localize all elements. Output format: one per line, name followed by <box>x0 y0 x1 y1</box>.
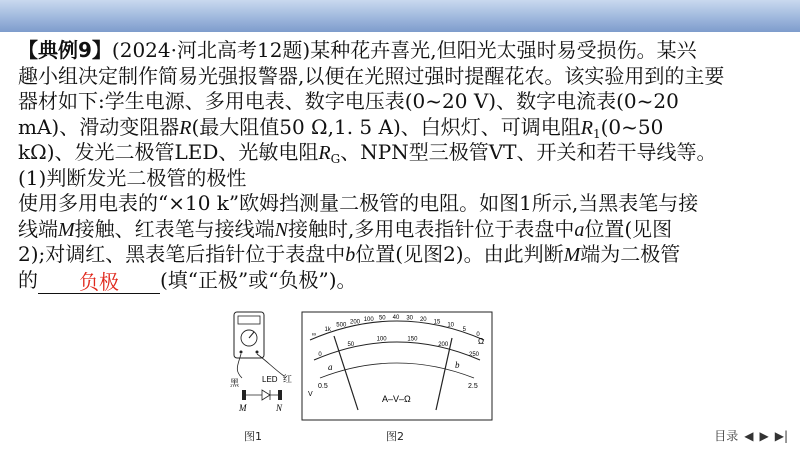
figure-1-multimeter <box>228 310 298 420</box>
example-tag: 【典例9】 <box>18 38 112 62</box>
pointer-b <box>436 338 452 410</box>
part1-title: (1)判断发光二极管的极性 <box>18 165 247 190</box>
tick-label: 150 <box>407 336 418 343</box>
marker-a: a <box>328 362 333 372</box>
right-small-label: 2.5 <box>468 383 478 390</box>
label-black: 黑 <box>230 379 240 389</box>
figures <box>228 310 788 443</box>
dial-pointer <box>249 332 254 338</box>
text-segment: (填“正极”或“负极”)。 <box>160 267 357 292</box>
text-segment: (最大阻值50 Ω,1. 5 A)、白炽灯、可调电阻 <box>191 114 581 139</box>
answer-blank[interactable] <box>38 271 160 294</box>
tick-label: 100 <box>376 336 387 343</box>
variable-b: b <box>345 244 356 266</box>
problem-text <box>18 38 798 293</box>
tick-label: 5 <box>462 326 466 333</box>
problem-line-5 <box>18 140 798 166</box>
multimeter-body <box>234 312 264 358</box>
v-label: V <box>308 391 313 398</box>
terminal-m <box>242 390 246 400</box>
tick-label: 100 <box>363 316 374 323</box>
terminal-n <box>278 390 282 400</box>
part1-line-4 <box>18 268 798 294</box>
label-m: M <box>239 403 247 413</box>
figure-2-dial <box>300 310 738 422</box>
part1-line-3 <box>18 242 798 268</box>
tick-label: 0 <box>476 332 480 338</box>
red-lead <box>257 354 284 376</box>
tick-label: 40 <box>392 315 400 321</box>
problem-line-3: 器材如下:学生电源、多用电表、数字电压表(0~20 V)、数字电流表(0~20 <box>18 89 679 113</box>
tick-label: 500 <box>336 322 347 329</box>
last-button[interactable]: ▶| <box>774 428 788 443</box>
tick-label: 1k <box>324 326 331 333</box>
text-segment: 接触时,多用电表指针位于表盘中 <box>288 216 575 241</box>
contents-button[interactable]: 目录 <box>714 429 739 443</box>
variable-rg: R <box>318 142 331 164</box>
omega-label: Ω <box>478 337 484 346</box>
probe-socket-red <box>256 351 259 354</box>
variable-r: R <box>179 116 192 139</box>
tick-label: 200 <box>349 319 361 326</box>
slide-nav <box>714 427 788 444</box>
problem-source-text: (2024·河北高考12题)某种花卉喜光,但阳光太强时易受损伤。某兴 <box>111 38 697 62</box>
text-segment: 接触、红表笔与接线端 <box>74 216 275 241</box>
part1-line-1: 使用多用电表的“×10 k”欧姆挡测量二极管的电阻。如图1所示,当黑表笔与接 <box>18 191 699 215</box>
tick-label: 20 <box>419 316 427 323</box>
ohm-tick-labels <box>312 315 480 338</box>
figure-2-caption: 图2 <box>386 430 404 443</box>
problem-line-2: 趣小组决定制作简易光强报警器,以便在光照过强时提醒花农。该实验用到的主要 <box>18 63 725 88</box>
marker-b: b <box>455 360 460 370</box>
text-segment: 、NPN型三极管VT、开关和若干导线等。 <box>340 140 717 164</box>
next-button[interactable]: ▶ <box>759 428 769 443</box>
text-segment: mA)、滑动变阻器 <box>18 114 180 139</box>
tick-label: 0 <box>318 352 322 358</box>
problem-line-1 <box>18 38 798 64</box>
dc-tick-labels <box>318 337 479 358</box>
variable-r1: R <box>580 116 593 139</box>
text-segment: 位置(见图 <box>584 216 673 241</box>
part1-line-2 <box>18 217 798 243</box>
label-red: 红 <box>283 375 293 385</box>
text-segment: kΩ)、发光二极管LED、光敏电阻 <box>18 140 319 164</box>
variable-n: N <box>274 218 289 241</box>
subscript: 1 <box>592 126 601 141</box>
probe-socket-black <box>240 351 243 354</box>
multimeter-screen <box>238 316 260 324</box>
text-segment: 2);对调红、黑表笔后指针位于表盘中 <box>18 242 346 266</box>
tick-label: 250 <box>468 352 480 358</box>
tick-label: 50 <box>378 315 386 322</box>
tick-label: 15 <box>433 319 441 326</box>
tick-label: 50 <box>347 341 355 348</box>
problem-line-4 <box>18 115 798 141</box>
figure-1-caption: 图1 <box>244 430 262 443</box>
subscript: G <box>330 152 341 166</box>
answer-text: 负极 <box>79 269 119 294</box>
left-small-label: 0.5 <box>318 383 328 390</box>
led-symbol <box>246 390 278 400</box>
variable-m: M <box>58 218 75 241</box>
text-segment: (0~50 <box>600 114 664 139</box>
tick-label: 10 <box>447 322 455 329</box>
text-segment: 线端 <box>18 216 58 241</box>
tick-label: 30 <box>406 315 414 322</box>
dial-center-label: A–V–Ω <box>382 394 411 404</box>
text-segment: 位置(见图2)。由此判断 <box>355 242 564 266</box>
label-n: N <box>276 403 283 413</box>
variable-m: M <box>563 244 581 266</box>
text-segment: 的 <box>18 267 38 292</box>
label-led: LED <box>262 375 278 384</box>
prev-button[interactable]: ◀ <box>744 428 754 443</box>
text-segment: 端为二极管 <box>580 242 681 266</box>
tick-label: ∞ <box>311 332 317 338</box>
variable-a: a <box>574 218 585 241</box>
header-band <box>0 0 800 32</box>
tick-label: 200 <box>438 341 449 348</box>
